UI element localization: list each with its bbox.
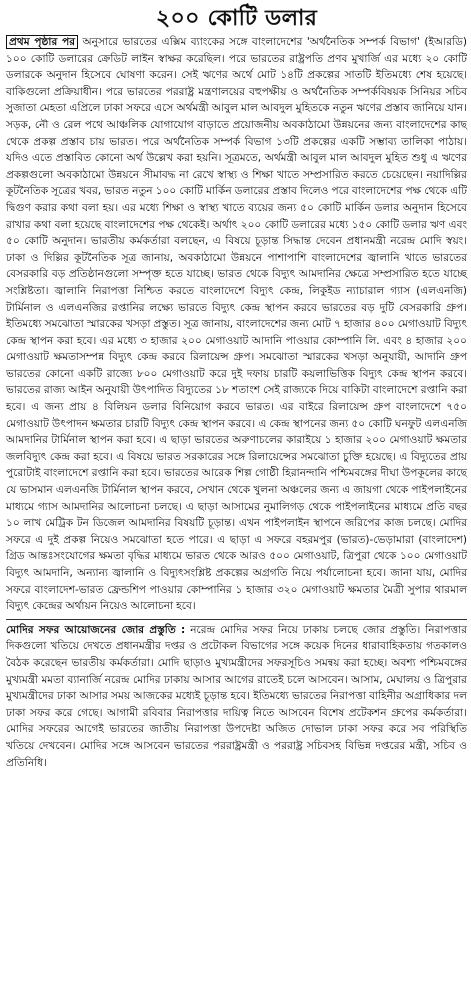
- body-text: অনুসারে ভারতের এক্সিম ব্যাংকের সঙ্গে বাংলাদেশের 'অর্থনৈতিক সম্পর্ক বিভাগ' (ইআরডি) ১০০ কোটি ডলারের ক্রেডিট লাইন স্বাক্ষর করেছিল। পরে ভারতের রাষ্ট্রপতি প্রণব মুখার্জি এর মধ্যে ২০ কোটি ডলারকে অনুদান হিসেবে ঘোষণা করেন। সেই ঋণের অর্থে মোট ১৪টি প্রকল্পের সাতটি ইতিমধ্যে শেষ হয়েছে। বাকিগুলো প্রক্রিয়াধীন। পরে ভারতের পররাষ্ট্র মন্ত্রণালয়ের বহুপক্ষীয় ও অর্থনৈতিক সম্পর্কবিষয়ক সিনিয়র সচিব সুজাতা মেহতা এপ্রিলে ঢাকা সফরে এসে অর্থমন্ত্রী আবুল মাল আবদুল মুহিতকে নতুন ঋণের প্রস্তাব জানিয়ে যান। সড়ক, নৌ ও রেল পথে আঞ্চলিক যোগাযোগ বাড়াতে প্রয়োজনীয় অবকাঠামো উন্নয়নের জন্য বাংলাদেশের কাছ থেকে প্রকল্প প্রস্তাব চায় ভারত। পরে অর্থনৈতিক সম্পর্ক বিভাগ ১৩টি প্রকল্পের একটি সম্ভাব্য তালিকা পাঠায়। যদিও এতে প্রস্তাবিত কোনো অর্থ উল্লেখ করা হয়নি। সূত্রমতে, অর্থমন্ত্রী আবুল মাল আবদুল মুহিত শুধু এ ঋণের প্রকল্পগুলো অবকাঠামো উন্নয়নে সীমাবদ্ধ না রেখে স্বাস্থ্য ও শিক্ষা খাতে সম্প্রসারিত করতে চেয়েছেন। নয়াদিল্লির কূটনৈতিক সূত্রের খবর, ভারত নতুন ১০০ কোটি মার্কিন ডলারের প্রস্তাব দিলেও পরে বাংলাদেশের পক্ষ থেকে এটি দ্বিগুণ করার কথা বলা হয়। এর মধ্যে শিক্ষা ও স্বাস্থ্য খাতে ব্যয়ের জন্য ৫০ কোটি মার্কিন ডলার অনুদান হিসেবে রাখার কথা বলা হয়েছে বাংলাদেশের পক্ষ থেকেই। অর্থাৎ ২০০ কোটি ডলারের মধ্যে ১৫০ কোটি ডলার ঋণ এবং ৫০ কোটি অনুদান। ভারতীয় কর্মকর্তারা বলছেন, এ বিষয়ে চূড়ান্ত সিদ্ধান্ত দেবেন প্রধানমন্ত্রী নরেন্দ্র মোদি স্বয়ং। ঢাকা ও দিল্লির কূটনৈতিক সূত্র জানায়, অবকাঠামো উন্নয়নে পাশাপাশি বাংলাদেশের জ্বালানি খাতে ভারতের বেসরকারি বড় প্রতিষ্ঠানগুলো সম্পৃক্ত হতে যাচ্ছে। ভারত থেকে বিদ্যুৎ আমদানির ক্ষেত্রে সম্প্রসারিত হতে যাচ্ছে সংশ্লিষ্টতা। জ্বালানি নিরাপত্তা নিশ্চিত করতে বাংলাদেশে বিদ্যুৎ কেন্দ্র, লিকুইড ন্যাচারাল গ্যাস (এলএনজি) টার্মিনাল ও এলএনজির রপ্তানির লক্ষ্যে ভারতে বিদ্যুৎ কেন্দ্র স্থাপন করবে ভারতের বড় দুটি বেসরকারি গ্রুপ। ইতিমধ্যে সমঝোতা স্মারকের খসড়া প্রস্তুত। সূত্র জানায়, বাংলাদেশের জন্য মোট ৭ হাজার ৪০০ মেগাওয়াট বিদ্যুৎ কেন্দ্র স্থাপন করা হবে। এর মধ্যে ৩ হাজার ২০০ মেগাওয়াট আদানি পাওয়ার কোম্পানি লি. এবং ৪ হাজার ২০০ মেগাওয়াট ক্ষমতাসম্পন্ন বিদ্যুৎ কেন্দ্র করবে রিলায়েন্স গ্রুপ। সমঝোতা স্মারকের খসড়া অনুযায়ী, আদানি গ্রুপ ভারতের কোনো একটি রাজ্যে ৮০০ মেগাওয়াট করে দুই দফায় চারটি কয়লাভিত্তিক বিদ্যুৎ কেন্দ্র স্থাপন করবে। ভারতের রাজ্য আইন অনুযায়ী উৎপাদিত বিদ্যুতের ১৮ শতাংশ সেই রাজ্যকে দিয়ে বাকিটা বাংলাদেশে রপ্তানি করা হবে। এ জন্য প্রায় ৪ বিলিয়ন ডলার বিনিয়োগ করবে ভারত। এর বাইরে রিলায়েন্স গ্রুপ বাংলাদেশে ৭৫০ মেগাওয়াট উৎপাদন ক্ষমতার চারটি বিদ্যুৎ কেন্দ্র স্থাপন করবে। এ কেন্দ্র স্থাপনের জন্য ৫০ কোটি ঘনফুট এলএনজি আমদানির টার্মিনাল স্থাপন করা হবে। এ ছাড়া ভারতের অরুণাচলের কারাইয়ে ১ হাজার ২০০ মেগাওয়াট ক্ষমতার জলবিদ্যুৎ কেন্দ্র করা হবে। এ বিষয়ে ভারত সরকারের সঙ্গে রিলায়েন্সের সমঝোতা চুক্তি হয়েছে। এ বিদ্যুতের প্রায় পুরোটাই বাংলাদেশে রপ্তানি করা হবে। ভারতের আরেক শিল্প গোষ্ঠী হিরানন্দানি পশ্চিমবঙ্গের দীঘা উপকূলের কাছে যে ভাসমান এলএনজি টার্মিনাল স্থাপন করবে, সেখান থেকে খুলনা অঞ্চলের জন্য এ জায়গা থেকে পাইপলাইনের মাধ্যমে গ্যাস আমদানির আলোচনা চলছে। এ ছাড়া আসামের নুমালিগড় থেকে পাইপলাইনের মাধ্যমে প্রতি বছর ১০ লাখ মেট্রিক টন ডিজেল আমদানির বিষয়টি চূড়ান্ত। এখন পাইপলাইন স্থাপনে জরিপের কাজ চলছে। মোদির সফরে এ দুই প্রকল্প নিয়েও সমঝোতা হতে পারে। এ ছাড়া এ সফরে বহরমপুর (ভারত)-ভেড়ামারা (বাংলাদেশ) গ্রিড আন্তঃসংযোগের ক্ষমতা বৃদ্ধির মাধ্যমে ভারত থেকে আরও ৫০০ মেগাওয়াট, ত্রিপুরা থেকে ১০০ মেগাওয়াট বিদ্যুৎ আমদানি, অন্যান্য জ্বালানি ও বিদ্যুৎসংশ্লিষ্ট প্রকল্পের অগ্রগতি নিয়ে পর্যালোচনা হবে। জানা যায়, মোদির সফরে বাংলাদেশ-ভারত ফ্রেন্ডশিপ পাওয়ার কোম্পানির ১ হাজার ৩২০ মেগাওয়াট ক্ষমতার মৈত্রী সুপার থারমাল বিদ্যুৎ কেন্দ্রের অর্থায়ন নিয়েও আলোচনা হবে।: [6, 36, 467, 613]
- subsection: [6, 619, 467, 771]
- article-body: [6, 34, 467, 615]
- continuation-label: প্রথম পৃষ্ঠার পর: [6, 35, 78, 49]
- subsection-body: [6, 622, 467, 771]
- headline: ২০০ কোটি ডলার: [155, 6, 318, 31]
- subsection-text: নরেন্দ্র মোদির সফর নিয়ে ঢাকায় চলছে জোর প্রস্তুতি। নিরাপত্তার দিকগুলো খতিয়ে দেখতে প্রধানমন্ত্রীর দপ্তর ও প্রটোকল বিভাগের সঙ্গে কয়েক দিনের ধারাবাহিকতায় গতকালও বৈঠক করেছেন ভারতীয় কর্মকর্তারা। মোদি ছাড়াও মুখ্যমন্ত্রীদের সফরসূচিও সমন্বয় করা হচ্ছে। অবশ্য পশ্চিমবঙ্গের মুখ্যমন্ত্রী মমতা ব্যানার্জি নরেন্দ্র মোদির ঢাকায় আসার আগের রাতেই চলে আসবেন। আসাম, মেঘালয় ও ত্রিপুরার মুখ্যমন্ত্রীদের ঢাকা আসার সময় আজকের মধ্যেই চূড়ান্ত হবে। ইতিমধ্যে ভারতের নিরাপত্তা বাহিনীর অগ্রাধিকার দল ঢাকা সফর করে গেছে। আগামী রবিবার নিরাপত্তার দায়িত্ব নিতে আসবেন বিশেষ প্রটেকশন গ্রুপের কর্মকর্তারা। মোদির সফরের আগেই ভারতের জাতীয় নিরাপত্তা উপদেষ্টা অজিত দোভাল ঢাকা সফর করে সব পরিস্থিতি খতিয়ে দেখবেন। মোদির সঙ্গে আসবেন ভারতের পররাষ্ট্রমন্ত্রী ও পররাষ্ট্র সচিবসহ বিভিন্ন দপ্তরের মন্ত্রী, সচিব ও প্রতিনিধি।: [6, 623, 468, 769]
- subsection-heading: মোদির সফর আয়োজনের জোর প্রস্তুতি :: [6, 623, 186, 636]
